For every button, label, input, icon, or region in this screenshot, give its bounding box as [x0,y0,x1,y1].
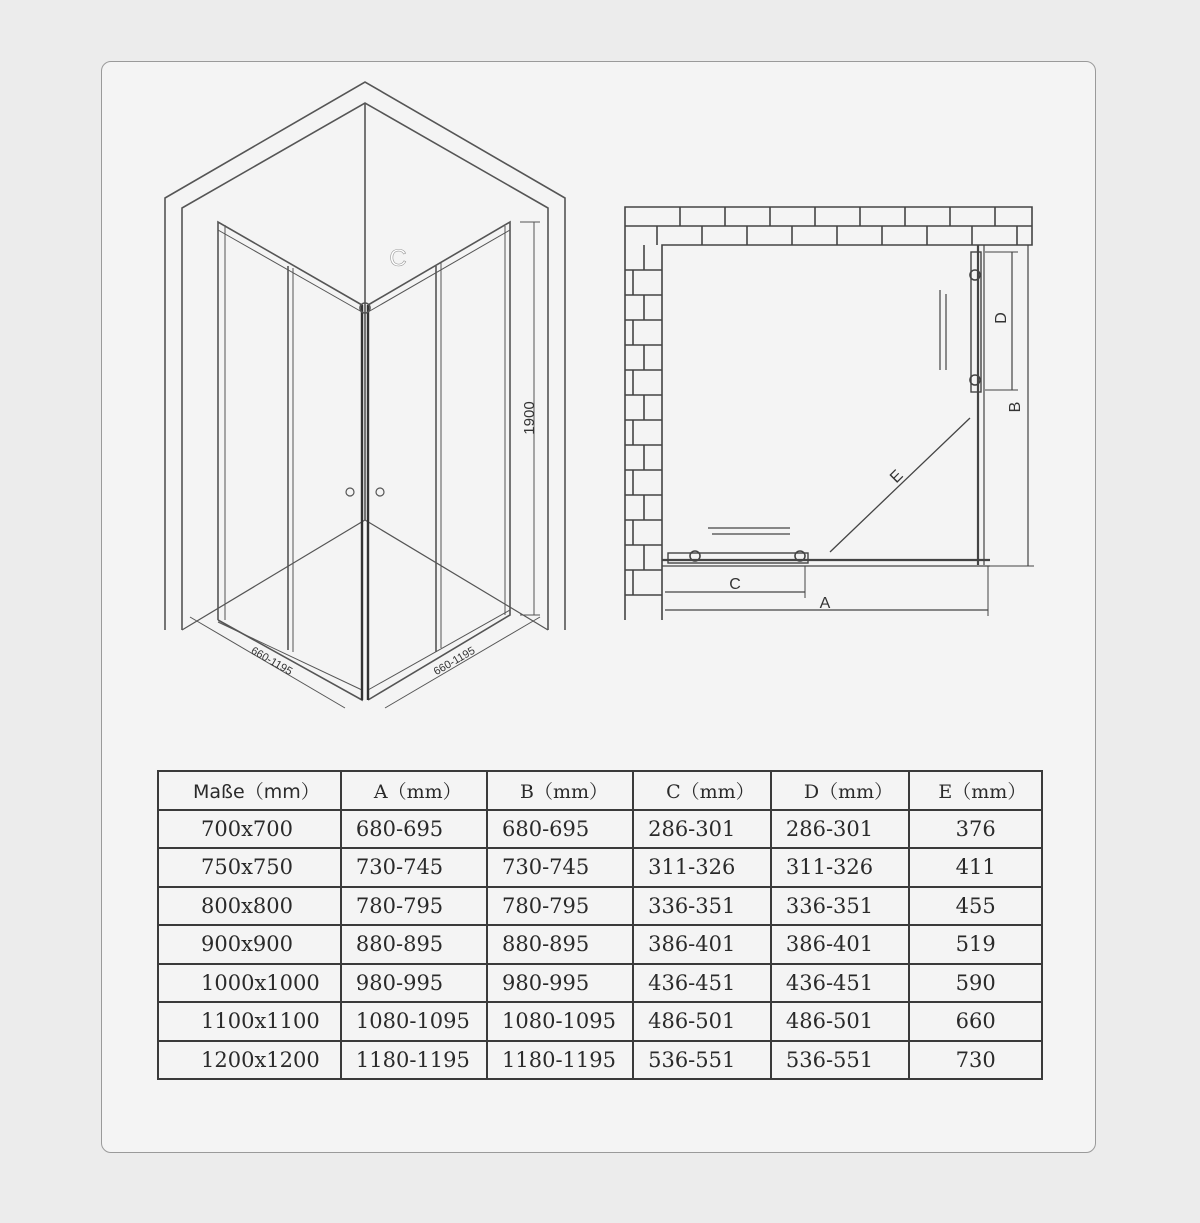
header-c: C（mm） [633,771,771,810]
table-cell: 680-695 [341,810,487,849]
table-cell: 386-401 [771,925,910,964]
door-label: C [389,245,407,272]
label-d: D [993,312,1010,324]
table-cell: 660 [909,1002,1042,1041]
table-row [158,1002,1042,1041]
table-cell: 376 [909,810,1042,849]
table-cell: 486-501 [633,1002,771,1041]
table-cell: 536-551 [771,1041,910,1080]
table-row [158,887,1042,926]
table-cell: 1200x1200 [158,1041,341,1080]
table-cell: 336-351 [771,887,910,926]
table-cell: 1000x1000 [158,964,341,1003]
table-row [158,848,1042,887]
table-cell: 455 [909,887,1042,926]
height-label: 1900 [521,401,538,435]
table-row [158,1041,1042,1080]
table-header-row [158,771,1042,810]
left-width-label: 660-1195 [248,644,295,679]
plan-view [610,195,1040,625]
table-cell: 700x700 [158,810,341,849]
table-row [158,810,1042,849]
header-a: A（mm） [341,771,487,810]
header-b: B（mm） [487,771,633,810]
header-d: D（mm） [771,771,910,810]
table-cell: 536-551 [633,1041,771,1080]
table-cell: 486-501 [771,1002,910,1041]
table-cell: 436-451 [633,964,771,1003]
right-width-label: 660-1195 [431,644,478,679]
table-cell: 411 [909,848,1042,887]
table-cell: 980-995 [487,964,633,1003]
table-cell: 1100x1100 [158,1002,341,1041]
table-cell: 730 [909,1041,1042,1080]
table-cell: 286-301 [771,810,910,849]
table-cell: 311-326 [633,848,771,887]
table-cell: 386-401 [633,925,771,964]
table-cell: 336-351 [633,887,771,926]
header-e: E（mm） [909,771,1042,810]
label-e: E [887,467,907,487]
table-cell: 780-795 [341,887,487,926]
table-cell: 436-451 [771,964,910,1003]
label-b: B [1007,401,1024,413]
table-row [158,964,1042,1003]
table-cell: 750x750 [158,848,341,887]
dimensions-table [157,770,1043,1080]
header-size: Maße（mm） [158,771,341,810]
table-cell: 1180-1195 [487,1041,633,1080]
left-panel-frame [218,222,362,700]
table-cell: 780-795 [487,887,633,926]
table-cell: 730-745 [341,848,487,887]
table-cell: 286-301 [633,810,771,849]
table-cell: 680-695 [487,810,633,849]
table-cell: 1080-1095 [487,1002,633,1041]
table-cell: 1080-1095 [341,1002,487,1041]
table-row [158,925,1042,964]
right-panel-frame [368,222,510,700]
table-cell: 519 [909,925,1042,964]
isometric-view [150,75,580,715]
table-cell: 311-326 [771,848,910,887]
label-c: C [729,576,741,593]
table-cell: 880-895 [341,925,487,964]
label-a: A [819,595,831,612]
table-cell: 730-745 [487,848,633,887]
table-cell: 900x900 [158,925,341,964]
table-cell: 980-995 [341,964,487,1003]
table-cell: 800x800 [158,887,341,926]
table-cell: 590 [909,964,1042,1003]
table-cell: 1180-1195 [341,1041,487,1080]
table-cell: 880-895 [487,925,633,964]
